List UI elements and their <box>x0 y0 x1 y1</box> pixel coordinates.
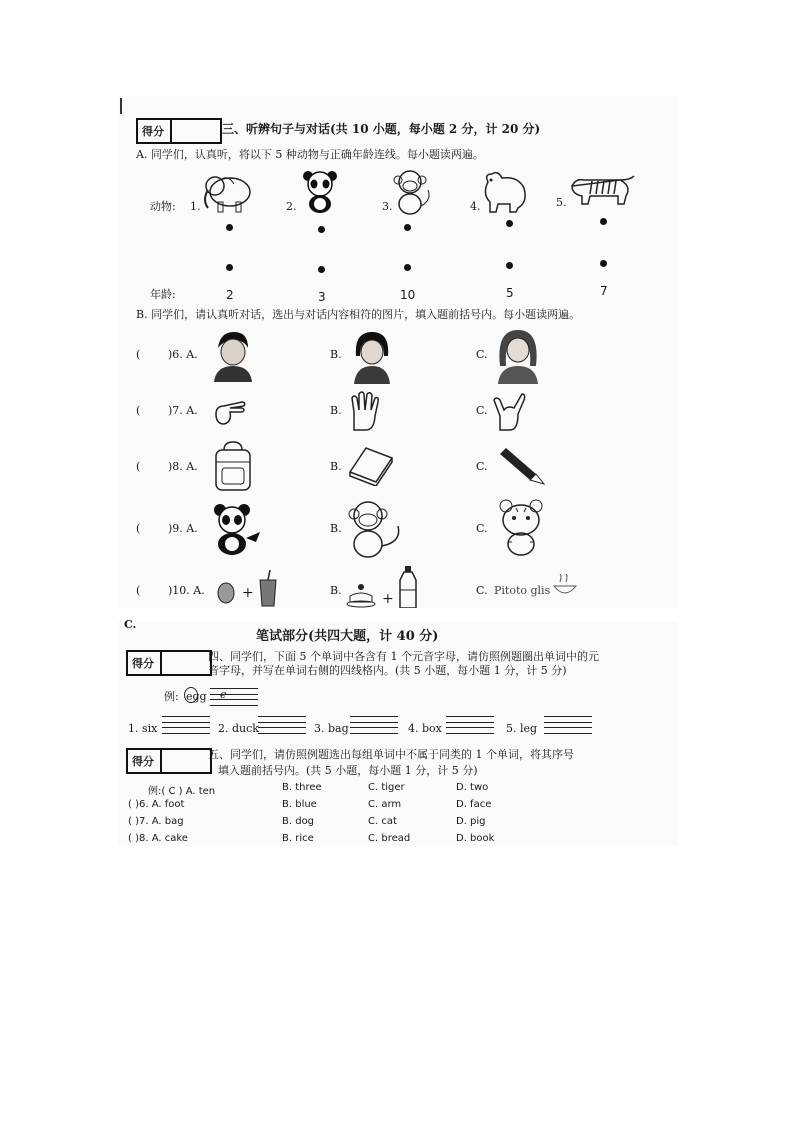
option-c-label: C. <box>476 404 488 417</box>
section5-instruction-line2: 填入题前括号内。(共 5 小题，每小题 1 分，计 5 分) <box>218 764 478 777</box>
section5-instruction-line1: 五、同学们，请仿照例题选出每组单词中不属于同类的 1 个单词，将其序号 <box>208 748 574 761</box>
word-item: 1. six <box>128 722 158 735</box>
hand-rock-sign-icon <box>492 390 528 432</box>
word-item: 3. bag <box>314 722 349 735</box>
word-item: 4. box <box>408 722 442 735</box>
option-c: C. tiger <box>368 782 405 793</box>
egg-icon <box>214 580 238 604</box>
score-label: 得分 <box>132 657 154 670</box>
age-dot-5[interactable] <box>600 260 607 267</box>
score-label: 得分 <box>132 755 154 768</box>
option-c: C. arm <box>368 799 402 810</box>
animals-label: 动物: <box>150 200 176 213</box>
four-line-grid[interactable] <box>446 716 494 734</box>
animal-dot-1[interactable] <box>226 224 233 231</box>
panda-icon <box>210 502 264 556</box>
age-value: 10 <box>400 288 416 302</box>
tiger-icon <box>568 172 640 206</box>
question-number: )6. A. <box>168 348 198 361</box>
example-word: egg <box>186 690 207 703</box>
girl-portrait-icon <box>352 328 392 384</box>
option-c: C. cat <box>368 816 397 827</box>
monkey-icon <box>346 498 404 560</box>
boy-portrait-icon <box>212 330 254 382</box>
example-circle <box>184 687 198 703</box>
option-d: D. face <box>456 799 492 810</box>
plus-sign: + <box>382 591 394 607</box>
four-line-grid[interactable] <box>350 716 398 734</box>
pen-icon <box>496 446 546 486</box>
score-box-5 <box>126 748 212 774</box>
question-number: )10. A. <box>168 584 205 597</box>
elephant-icon <box>200 168 254 216</box>
option-c-label: C. <box>476 460 488 473</box>
ages-label: 年龄: <box>150 288 176 301</box>
section4-instruction-line2: 音字母，并写在单词右侧的四线格内。(共 5 小题，每小题 1 分，计 5 分) <box>208 664 567 677</box>
word-item: 2. duck <box>218 722 259 735</box>
option-b: B. blue <box>282 799 317 810</box>
monkey-icon <box>390 168 434 216</box>
animal-num-5: 5. <box>556 196 567 209</box>
score-box-3 <box>136 118 222 144</box>
age-dot-4[interactable] <box>506 262 513 269</box>
question-number: )8. A. <box>168 460 198 473</box>
four-line-grid[interactable] <box>162 716 210 734</box>
bear-icon <box>478 168 530 214</box>
backpack-icon <box>210 440 256 492</box>
animal-dot-5[interactable] <box>600 218 607 225</box>
option-b-label: B. <box>330 460 342 473</box>
option-b: B. three <box>282 782 322 793</box>
hand-four-fingers-icon <box>348 390 384 432</box>
answer-paren[interactable]: ( <box>136 584 141 597</box>
answer-paren[interactable]: ( <box>136 522 141 535</box>
option-d: D. two <box>456 782 489 793</box>
section3-title: 三、听辨句子与对话(共 10 小题，每小题 2 分，计 20 分) <box>222 122 541 136</box>
animal-num-1: 1. <box>190 200 201 213</box>
example-answer: e <box>220 688 227 701</box>
option-d: D. book <box>456 833 495 844</box>
example-question: 例:( C ) A. ten <box>148 786 216 797</box>
animal-dot-3[interactable] <box>404 224 411 231</box>
answer-paren[interactable]: ( <box>136 404 141 417</box>
option-b-label: B. <box>330 404 342 417</box>
option-b-label: B. <box>330 522 342 535</box>
question-number: )7. A. <box>168 404 198 417</box>
hand-two-fingers-icon <box>212 394 248 428</box>
option-b: B. dog <box>282 816 315 827</box>
answer-paren[interactable]: ( <box>136 460 141 473</box>
word-item: 5. leg <box>506 722 538 735</box>
option-b-label: B. <box>330 348 342 361</box>
animal-dot-4[interactable] <box>506 220 513 227</box>
watermark-text: Pitoto glis <box>494 584 551 597</box>
four-line-grid[interactable] <box>544 716 592 734</box>
option-d: D. pig <box>456 816 486 827</box>
water-bottle-icon <box>396 566 420 610</box>
option-b-label: B. <box>330 584 342 597</box>
option-c-label: C. <box>476 584 488 597</box>
example-four-line-grid <box>210 688 258 706</box>
option-b: B. rice <box>282 833 314 844</box>
plus-sign: + <box>242 585 254 601</box>
section4-instruction-line1: 四、同学们，下面 5 个单词中各含有 1 个元音字母，请仿照例题圈出单词中的元 <box>208 650 599 663</box>
age-dot-2[interactable] <box>318 266 325 273</box>
written-part-title: 笔试部分(共四大题，计 40 分) <box>256 629 439 644</box>
animal-num-4: 4. <box>470 200 481 213</box>
animal-num-2: 2. <box>286 200 297 213</box>
age-value: 7 <box>600 284 608 298</box>
score-box-4 <box>126 650 212 676</box>
bowl-icon <box>552 574 578 600</box>
cake-icon <box>346 582 376 608</box>
part-b-instruction: B. 同学们，请认真听对话，选出与对话内容相符的图片，填入题前括号内。每小题读两遍。 <box>136 308 581 321</box>
question-number: )9. A. <box>168 522 198 535</box>
question-row[interactable]: ( )7. A. bag <box>128 816 184 827</box>
part-a-instruction: A. 同学们，认真听，将以下 5 种动物与正确年龄连线。每小题读两遍。 <box>136 148 484 161</box>
option-c: C. bread <box>368 833 411 844</box>
age-value: 5 <box>506 286 514 300</box>
age-dot-1[interactable] <box>226 264 233 271</box>
age-dot-3[interactable] <box>404 264 411 271</box>
animal-num-3: 3. <box>382 200 393 213</box>
question-row[interactable]: ( )8. A. cake <box>128 833 188 844</box>
option-c-label: C. <box>476 348 488 361</box>
age-value: 2 <box>226 288 234 302</box>
animal-dot-2[interactable] <box>318 226 325 233</box>
tiger-cub-icon <box>496 498 546 556</box>
stray-label: C. <box>124 618 137 631</box>
option-c-label: C. <box>476 522 488 535</box>
scan-edge-mark <box>120 98 122 114</box>
question-row[interactable]: ( )6. A. foot <box>128 799 185 810</box>
four-line-grid[interactable] <box>258 716 306 734</box>
age-value: 3 <box>318 290 326 304</box>
score-label: 得分 <box>142 125 164 138</box>
answer-paren[interactable]: ( <box>136 348 141 361</box>
woman-portrait-icon <box>496 326 540 384</box>
book-icon <box>346 442 396 486</box>
panda-icon <box>300 170 340 214</box>
example-label: 例: <box>164 690 179 703</box>
juice-cup-icon <box>256 570 280 608</box>
